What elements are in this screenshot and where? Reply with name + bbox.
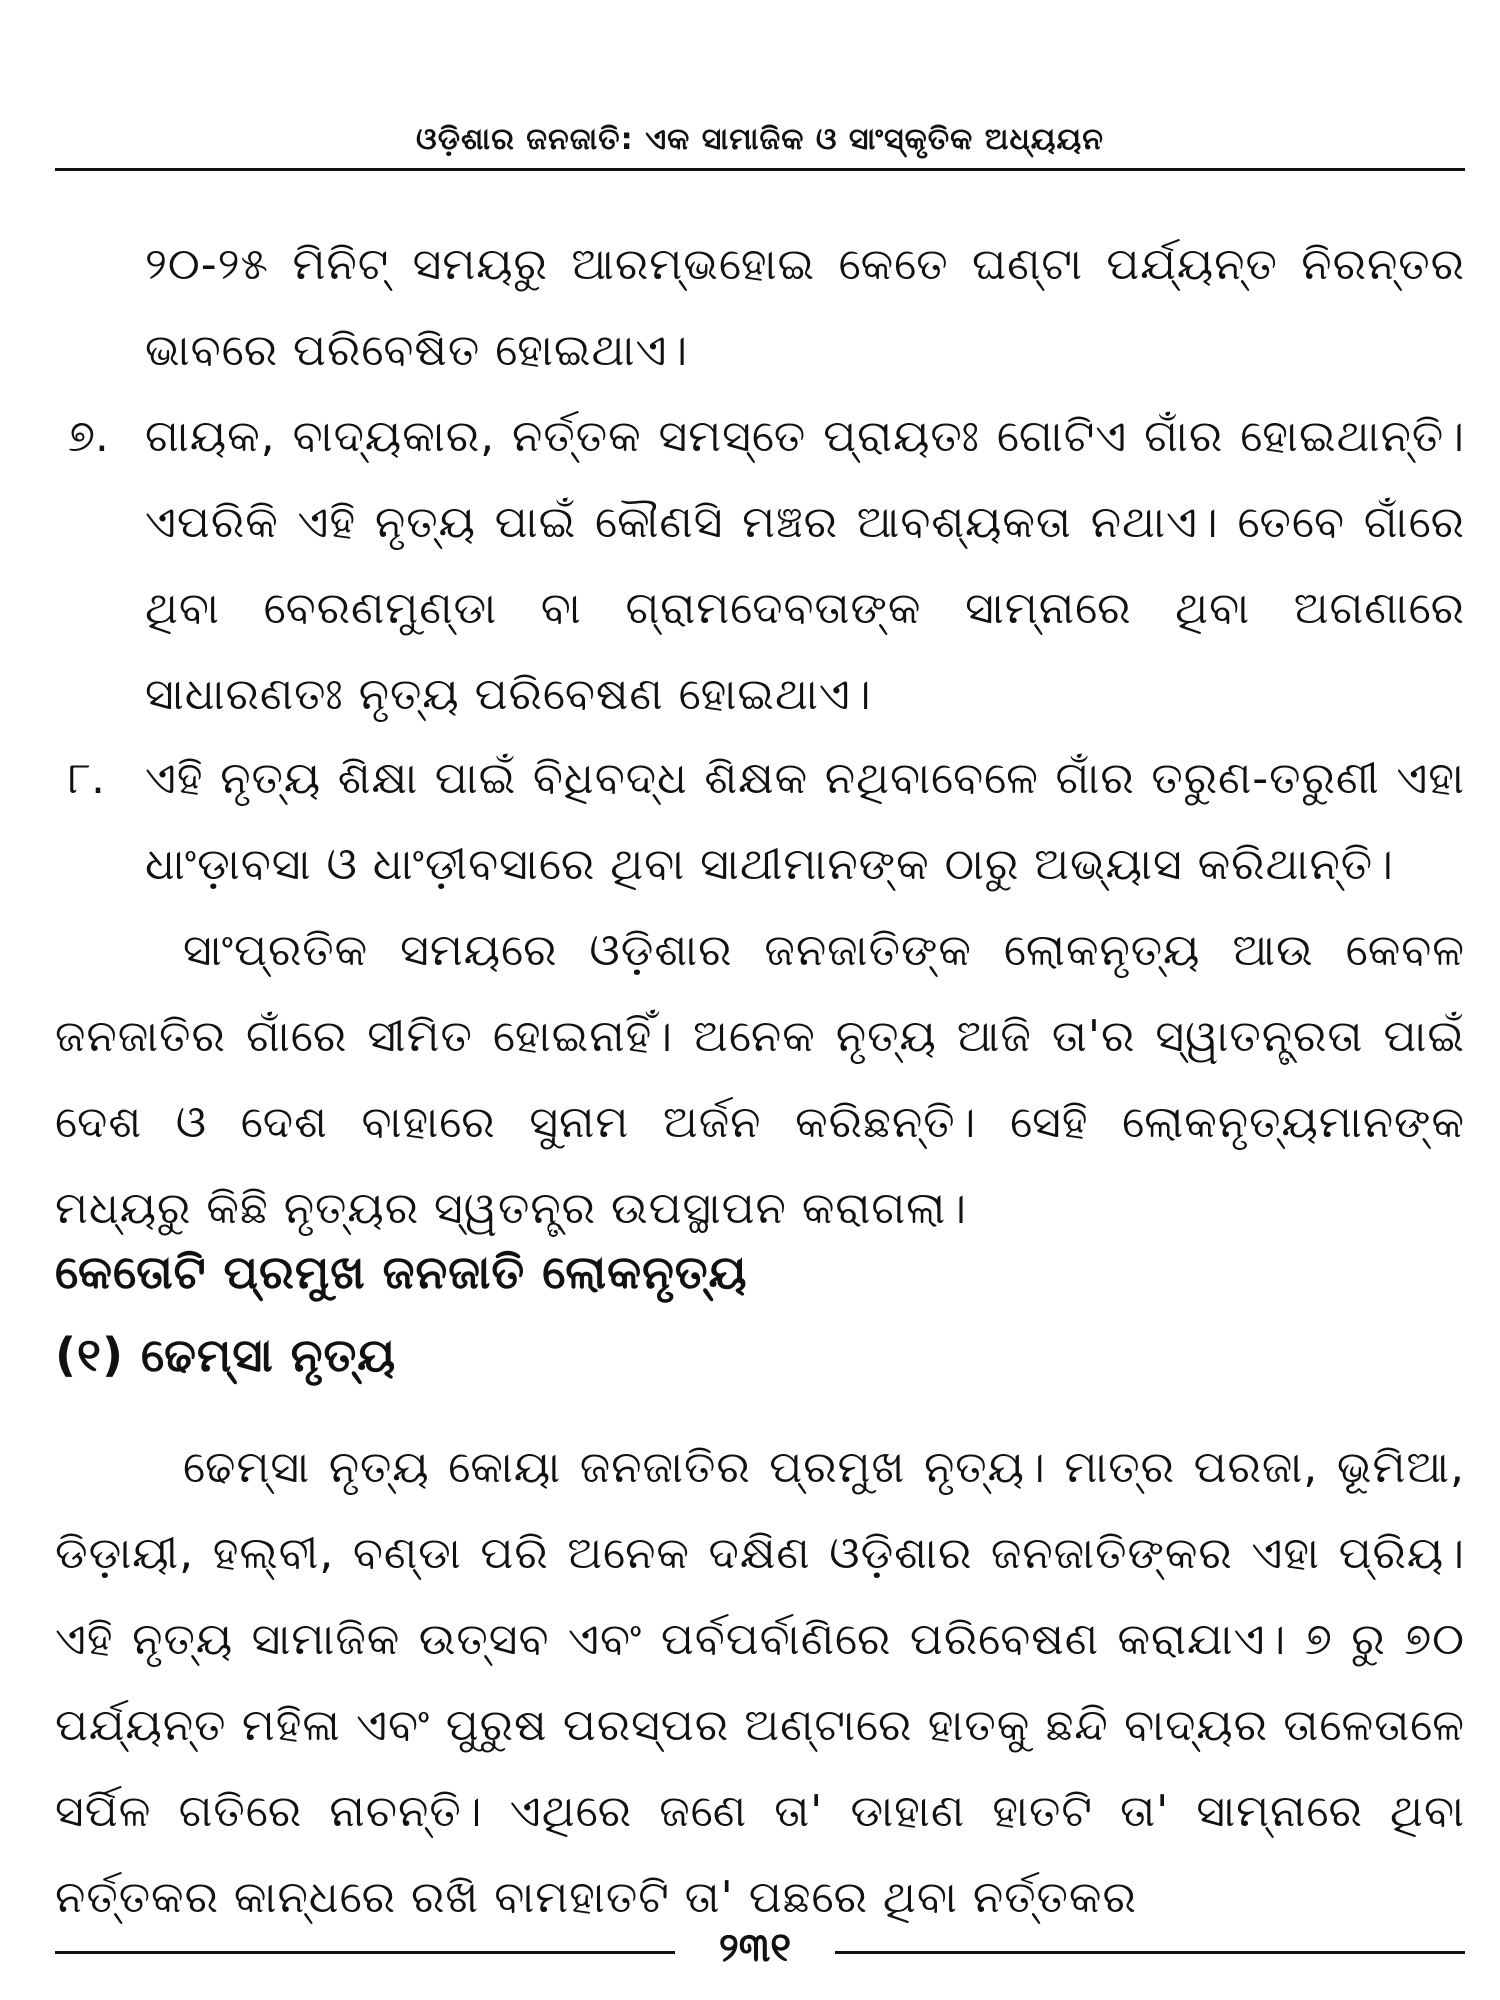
section-heading: କେତୋଟି ପ୍ରମୁଖ ଜନଜାତି ଲୋକନୃତ୍ୟ: [55, 1245, 748, 1299]
footer-rule-left: [55, 1951, 675, 1954]
page-number: ୨୩୧: [718, 1925, 792, 1971]
footer-rule-right: [835, 1951, 1465, 1954]
subheading-dhemsa: (୧) ଢେମ୍‌ସା ନୃତ୍ୟ: [55, 1328, 397, 1382]
header-rule: [55, 168, 1465, 171]
list-number-7: ୭.: [68, 411, 109, 462]
paragraph-dhemsa: ଢେମ୍‌ସା ନୃତ୍ୟ କୋୟା ଜନଜାତିର ପ୍ରମୁଖ ନୃତ୍ୟ। ମାତ୍ର ପରଜା, ଭୂମିଆ, ଡିଡ଼ାୟୀ, ହଲ୍‌ବୀ, ବଣ୍ଡା ପରି ଅନେକ ଦକ୍ଷିଣ ଓଡ଼ିଶାର ଜନଜାତିଙ୍କର ଏହା ପ୍ରିୟ। ଏହି ନୃତ୍ୟ ସାମାଜିକ ଉତ୍ସବ ଏବଂ ପର୍ବପର୍ବାଣିରେ ପରିବେଷଣ କରାଯାଏ। ୭ ରୁ ୭୦ ପର୍ଯ୍ୟନ୍ତ ମହିଳା ଏବଂ ପୁରୁଷ ପରସ୍ପର ଅଣ୍ଟାରେ ହାତକୁ ଛନ୍ଦି ବାଦ୍ୟର ତାଳେତାଳେ ସର୍ପିଳ ଗତିରେ ନାଚନ୍ତି। ଏଥିରେ ଜଣେ ତା' ଡାହାଣ ହାତଟି ତା' ସାମ୍ନାରେ ଥିବା ନର୍ତ୍ତକର କାନ୍ଧରେ ରଖି ବାମହାତଟି ତା' ପଛରେ ଥିବା ନର୍ତ୍ତକର: [55, 1442, 1465, 1923]
paragraph-modern: ସାଂପ୍ରତିକ ସମୟରେ ଓଡ଼ିଶାର ଜନଜାତିଙ୍କ ଲୋକନୃତ୍ୟ ଆଉ କେବଳ ଜନଜାତିର ଗାଁରେ ସୀମିତ ହୋଇନାହିଁ। ଅନେକ ନୃତ୍ୟ ଆଜି ତା'ର ସ୍ୱାତନ୍ତ୍ରତା ପାଇଁ ଦେଶ ଓ ଦେଶ ବାହାରେ ସୁନାମ ଅର୍ଜନ କରିଛନ୍ତି। ସେହି ଲୋକନୃତ୍ୟମାନଙ୍କ ମଧ୍ୟରୁ କିଛି ନୃତ୍ୟର ସ୍ୱତନ୍ତ୍ର ଉପସ୍ଥାପନ କରାଗଲା।: [55, 925, 1465, 1234]
paragraph-continuation: ୨୦-୨୫ ମିନିଟ୍ ସମୟରୁ ଆରମ୍ଭହୋଇ କେତେ ଘଣ୍ଟା ପର୍ଯ୍ୟନ୍ତ ନିରନ୍ତର ଭାବରେ ପରିବେଷିତ ହୋଇଥାଏ।: [145, 239, 1465, 376]
list-number-8: ୮.: [68, 753, 105, 804]
running-header: ଓଡ଼ିଶାର ଜନଜାତି: ଏକ ସାମାଜିକ ଓ ସାଂସ୍କୃତିକ ଅଧ୍ୟୟନ: [416, 122, 1104, 157]
list-item-7: ଗାୟକ, ବାଦ୍ୟକାର, ନର୍ତ୍ତକ ସମସ୍ତେ ପ୍ରାୟତଃ ଗୋଟିଏ ଗାଁର ହୋଇଥାନ୍ତି। ଏପରିକି ଏହି ନୃତ୍ୟ ପାଇଁ କୌଣସି ମଞ୍ଚର ଆବଶ୍ୟକତା ନଥାଏ। ତେବେ ଗାଁରେ ଥିବା ବେରଣମୁଣ୍ଡା ବା ଗ୍ରାମଦେବତାଙ୍କ ସାମ୍ନାରେ ଥିବା ଅଗଣାରେ ସାଧାରଣତଃ ନୃତ୍ୟ ପରିବେଷଣ ହୋଇଥାଏ।: [145, 411, 1465, 720]
list-item-8: ଏହି ନୃତ୍ୟ ଶିକ୍ଷା ପାଇଁ ବିଧିବଦ୍ଧ ଶିକ୍ଷକ ନଥିବାବେଳେ ଗାଁର ତରୁଣ-ତରୁଣୀ ଏହା ଧାଂଡ଼ାବସା ଓ ଧାଂଡ଼ୀବସାରେ ଥିବା ସାଥୀମାନଙ୍କ ଠାରୁ ଅଭ୍ୟାସ କରିଥାନ୍ତି।: [145, 753, 1465, 890]
